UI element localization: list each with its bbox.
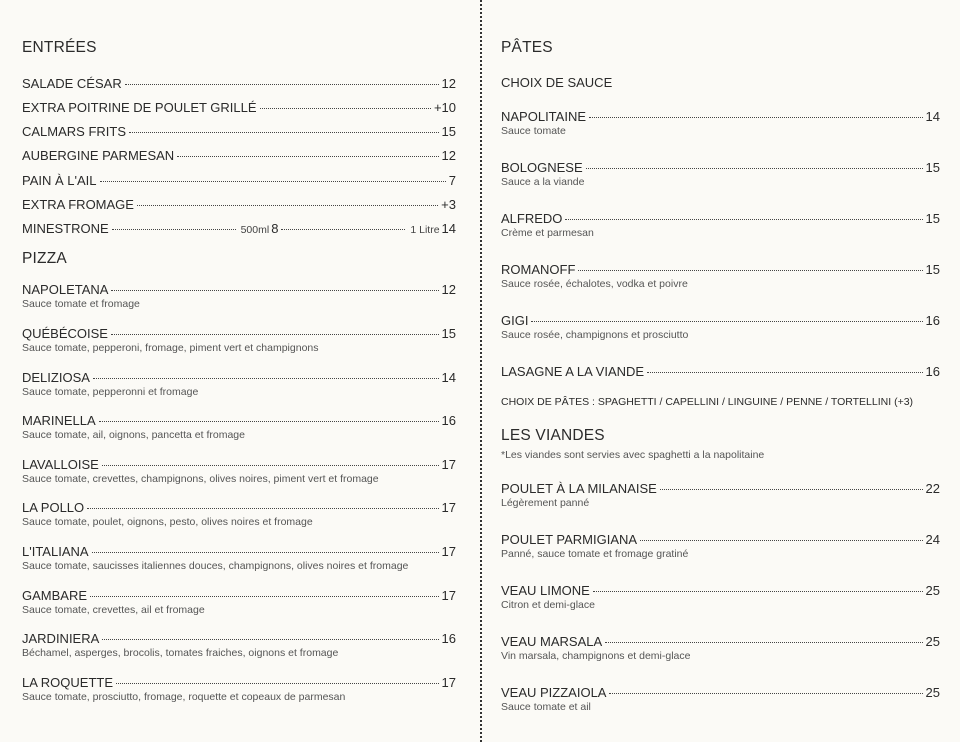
pates-heading: PÂTES bbox=[501, 39, 553, 56]
item-price: 16 bbox=[925, 313, 940, 328]
item-price: 22 bbox=[925, 481, 940, 496]
leader-dots bbox=[565, 219, 922, 220]
item-name: MARINELLA bbox=[22, 413, 96, 428]
menu-item bbox=[501, 262, 940, 291]
item-description: Sauce tomate et fromage bbox=[22, 298, 140, 310]
item-description: Sauce rosée, champignons et prosciutto bbox=[501, 329, 689, 341]
item-name: ALFREDO bbox=[501, 211, 563, 226]
item-description: Sauce tomate, poulet, oignons, pesto, olives noires et fromage bbox=[22, 516, 313, 528]
leader-dots bbox=[125, 84, 439, 85]
menu-item bbox=[22, 197, 456, 213]
viandes-heading: LES VIANDES bbox=[501, 427, 605, 444]
leader-dots bbox=[260, 108, 431, 109]
leader-dots bbox=[92, 552, 439, 553]
menu-item bbox=[22, 500, 456, 529]
item-price: 12 bbox=[441, 282, 456, 297]
item-price: 15 bbox=[925, 160, 940, 175]
item-price: 8 bbox=[271, 221, 279, 236]
item-price: +3 bbox=[441, 197, 456, 212]
item-name: BOLOGNESE bbox=[501, 160, 583, 175]
leader-dots bbox=[100, 181, 446, 182]
item-price: 14 bbox=[441, 370, 456, 385]
size-label: 500ml bbox=[240, 224, 270, 236]
item-description: Béchamel, asperges, brocolis, tomates fraiches, oignons et fromage bbox=[22, 647, 339, 659]
leader-dots bbox=[531, 321, 922, 322]
item-description: Sauce tomate, ail, oignons, pancetta et fromage bbox=[22, 429, 245, 441]
item-description: Citron et demi-glace bbox=[501, 599, 595, 611]
menu-item bbox=[22, 457, 456, 486]
menu-item bbox=[22, 413, 456, 442]
item-description: Crème et parmesan bbox=[501, 227, 594, 239]
menu-item bbox=[501, 532, 940, 561]
leader-dots bbox=[87, 508, 438, 509]
item-price: 25 bbox=[925, 583, 940, 598]
item-description: Vin marsala, champignons et demi-glace bbox=[501, 650, 691, 662]
item-name: LA ROQUETTE bbox=[22, 675, 114, 690]
pizza-heading: PIZZA bbox=[22, 250, 67, 267]
leader-dots bbox=[111, 334, 439, 335]
menu-item bbox=[501, 211, 940, 240]
item-price: 14 bbox=[441, 221, 457, 236]
item-name: MINESTRONE bbox=[22, 221, 109, 236]
item-name: VEAU MARSALA bbox=[501, 634, 603, 649]
item-description: Sauce tomate, prosciutto, fromage, roquette et copeaux de parmesan bbox=[22, 691, 346, 703]
leader-dots bbox=[609, 693, 922, 694]
item-description: Légèrement panné bbox=[501, 497, 590, 509]
item-name: AUBERGINE PARMESAN bbox=[22, 148, 175, 163]
item-name: EXTRA POITRINE DE POULET GRILLÉ bbox=[22, 100, 257, 115]
menu-item bbox=[501, 160, 940, 189]
item-name: ROMANOFF bbox=[501, 262, 576, 277]
leader-dots bbox=[660, 489, 923, 490]
item-price: 12 bbox=[441, 76, 456, 91]
item-name: QUÉBÉCOISE bbox=[22, 326, 108, 341]
item-name: POULET À LA MILANAISE bbox=[501, 481, 657, 496]
item-name: PAIN À L'AIL bbox=[22, 173, 97, 188]
item-name: NAPOLETANA bbox=[22, 282, 109, 297]
item-price: 25 bbox=[925, 634, 940, 649]
item-name: GIGI bbox=[501, 313, 529, 328]
item-price: +10 bbox=[433, 100, 456, 115]
item-price: 16 bbox=[441, 631, 456, 646]
item-name: L'ITALIANA bbox=[22, 544, 89, 559]
item-name: VEAU PIZZAIOLA bbox=[501, 685, 607, 700]
item-price: 25 bbox=[925, 685, 940, 700]
menu-item bbox=[501, 481, 940, 510]
item-price: 14 bbox=[925, 109, 940, 124]
item-description: Panné, sauce tomate et fromage gratiné bbox=[501, 548, 689, 560]
menu-item bbox=[22, 100, 456, 116]
item-description: Sauce tomate et ail bbox=[501, 701, 591, 713]
item-price: 17 bbox=[441, 675, 456, 690]
item-price: 16 bbox=[925, 364, 940, 379]
column-divider bbox=[480, 0, 482, 742]
item-price: 17 bbox=[441, 457, 456, 472]
leader-dots bbox=[647, 372, 922, 373]
leader-dots bbox=[112, 229, 236, 230]
item-price: 16 bbox=[441, 413, 456, 428]
item-price: 17 bbox=[441, 588, 456, 603]
menu-item bbox=[501, 313, 940, 342]
item-name: CALMARS FRITS bbox=[22, 124, 127, 139]
menu-item bbox=[22, 282, 456, 311]
item-name: LASAGNE A LA VIANDE bbox=[501, 364, 645, 379]
leader-dots bbox=[137, 205, 438, 206]
item-price: 15 bbox=[441, 326, 456, 341]
leader-dots bbox=[177, 156, 438, 157]
item-name: EXTRA FROMAGE bbox=[22, 197, 134, 212]
item-name: GAMBARE bbox=[22, 588, 88, 603]
leader-dots bbox=[102, 465, 439, 466]
item-name: VEAU LIMONE bbox=[501, 583, 590, 598]
menu-item bbox=[22, 370, 456, 399]
menu-item bbox=[22, 326, 456, 355]
item-price: 12 bbox=[441, 148, 456, 163]
menu-item bbox=[22, 124, 456, 140]
item-description: Sauce rosée, échalotes, vodka et poivre bbox=[501, 278, 688, 290]
menu-item bbox=[22, 544, 456, 573]
leader-dots bbox=[586, 168, 923, 169]
pasta-choices: CHOIX DE PÂTES : SPAGHETTI / CAPELLINI / LINGUINE / PENNE / TORTELLINI (+3) bbox=[501, 396, 914, 408]
leader-dots bbox=[593, 591, 923, 592]
item-description: Sauce a la viande bbox=[501, 176, 585, 188]
leader-dots bbox=[102, 639, 438, 640]
menu-item-minestrone bbox=[22, 221, 456, 238]
leader-dots bbox=[589, 117, 923, 118]
item-name: SALADE CÉSAR bbox=[22, 76, 122, 91]
item-price: 7 bbox=[448, 173, 456, 188]
item-description: Sauce tomate bbox=[501, 125, 566, 137]
item-name: NAPOLITAINE bbox=[501, 109, 587, 124]
item-description: Sauce tomate, crevettes, ail et fromage bbox=[22, 604, 205, 616]
item-price: 17 bbox=[441, 544, 456, 559]
item-name: JARDINIERA bbox=[22, 631, 100, 646]
leader-dots bbox=[116, 683, 439, 684]
leader-dots bbox=[129, 132, 439, 133]
leader-dots bbox=[605, 642, 922, 643]
item-price: 15 bbox=[925, 262, 940, 277]
menu-item bbox=[22, 148, 456, 164]
menu-item bbox=[501, 583, 940, 612]
menu-item bbox=[22, 588, 456, 617]
item-price: 17 bbox=[441, 500, 456, 515]
menu-item bbox=[501, 109, 940, 138]
menu-item bbox=[22, 173, 456, 189]
viandes-note: *Les viandes sont servies avec spaghetti a la napolitaine bbox=[501, 449, 765, 461]
sauce-choice-subheading: CHOIX DE SAUCE bbox=[501, 75, 613, 90]
menu-item bbox=[501, 634, 940, 663]
item-price: 15 bbox=[925, 211, 940, 226]
item-name: DELIZIOSA bbox=[22, 370, 90, 385]
item-price: 24 bbox=[925, 532, 940, 547]
menu-item bbox=[501, 364, 940, 380]
size-label: 1 Litre bbox=[410, 224, 440, 236]
leader-dots bbox=[99, 421, 439, 422]
leader-dots bbox=[281, 229, 405, 230]
item-description: Sauce tomate, crevettes, champignons, olives noires, piment vert et fromage bbox=[22, 473, 379, 485]
item-name: LA POLLO bbox=[22, 500, 85, 515]
menu-item bbox=[22, 631, 456, 660]
item-description: Sauce tomate, pepperoni, fromage, piment vert et champignons bbox=[22, 342, 319, 354]
leader-dots bbox=[90, 596, 439, 597]
leader-dots bbox=[93, 378, 439, 379]
entrees-heading: ENTRÉES bbox=[22, 39, 97, 56]
menu-item bbox=[22, 675, 456, 704]
leader-dots bbox=[640, 540, 922, 541]
item-name: POULET PARMIGIANA bbox=[501, 532, 638, 547]
item-price: 15 bbox=[441, 124, 456, 139]
leader-dots bbox=[578, 270, 922, 271]
item-name: LAVALLOISE bbox=[22, 457, 99, 472]
menu-item bbox=[501, 685, 940, 714]
menu-item bbox=[22, 76, 456, 92]
item-description: Sauce tomate, saucisses italiennes douces, champignons, olives noires et fromage bbox=[22, 560, 409, 572]
leader-dots bbox=[111, 290, 438, 291]
item-description: Sauce tomate, pepperonni et fromage bbox=[22, 386, 199, 398]
